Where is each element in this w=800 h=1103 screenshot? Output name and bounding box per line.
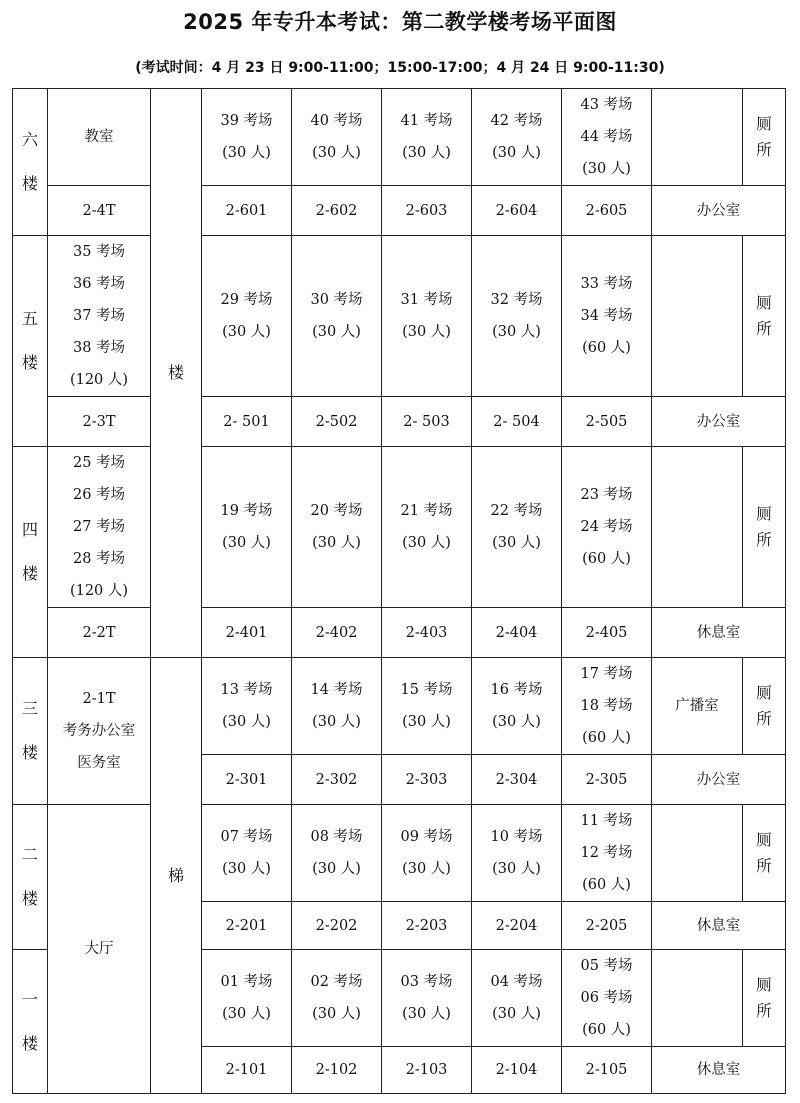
side-room: 休息室 — [652, 902, 786, 950]
exam-room-line: (30 人) — [312, 324, 361, 340]
exam-room-line: 42 考场 — [490, 113, 543, 129]
room-number: 2-601 — [202, 186, 292, 236]
exam-room — [292, 236, 382, 397]
exam-room — [562, 89, 652, 186]
exam-room — [382, 236, 472, 397]
exam-room — [202, 658, 292, 755]
floor-label-line: 楼 — [21, 1033, 38, 1053]
exam-room-line: 29 考场 — [220, 292, 273, 308]
room-number: 2-502 — [292, 397, 382, 447]
exam-room — [382, 447, 472, 608]
left-area-line: 27 考场 — [72, 519, 126, 535]
room-number: 2- 501 — [202, 397, 292, 447]
exam-room-line: (30 人) — [312, 535, 361, 551]
blank-room — [652, 950, 743, 1047]
room-number: 2-603 — [382, 186, 472, 236]
toilet-line: 所 — [756, 1002, 772, 1020]
left-area-line: 38 考场 — [72, 340, 126, 356]
exam-room — [562, 950, 652, 1047]
exam-room-line: (30 人) — [312, 861, 361, 877]
exam-room-line: (60 人) — [582, 877, 631, 893]
floor-row-rooms — [13, 658, 786, 755]
exam-room-line: 07 考场 — [220, 829, 273, 845]
exam-room-line: 10 考场 — [490, 829, 543, 845]
toilet — [743, 658, 786, 755]
exam-room — [562, 805, 652, 902]
exam-room-line: (30 人) — [402, 535, 451, 551]
floor-label-line: 楼 — [21, 564, 38, 583]
floor-row-rooms — [13, 236, 786, 397]
room-number: 2-304 — [472, 755, 562, 805]
room-number: 2-602 — [292, 186, 382, 236]
exam-room — [292, 658, 382, 755]
exam-room — [472, 658, 562, 755]
toilet-line: 厕 — [756, 294, 772, 312]
exam-room-line: 23 考场 — [580, 487, 633, 503]
exam-room — [382, 805, 472, 902]
toilet-line: 所 — [756, 857, 772, 875]
room-number: 2-101 — [202, 1047, 292, 1094]
room-number: 2-201 — [202, 902, 292, 950]
exam-time-subtitle: (考试时间：4 月 23 日 9:00-11:00；15:00-17:00；4 月 24 日 9:00-11:30) — [135, 60, 665, 76]
exam-room-line: (30 人) — [222, 861, 271, 877]
left-area-line: 考务办公室 — [62, 723, 136, 739]
broadcast-room: 广播室 — [652, 658, 743, 755]
floor-row-rooms — [13, 89, 786, 186]
toilet-line: 厕 — [756, 976, 772, 994]
left-area-line: 2-1T — [82, 691, 116, 707]
floor-label-line: 楼 — [21, 743, 38, 762]
room-number: 2- 504 — [472, 397, 562, 447]
toilet — [743, 447, 786, 608]
toilet-line: 厕 — [756, 505, 772, 523]
room-number: 2-202 — [292, 902, 382, 950]
floor-label — [13, 89, 48, 236]
floor-label — [13, 950, 48, 1094]
toilet-line: 所 — [756, 531, 772, 549]
exam-room — [202, 447, 292, 608]
room-number: 2-203 — [382, 902, 472, 950]
exam-room-line: 13 考场 — [220, 682, 273, 698]
exam-room-line: 40 考场 — [310, 113, 363, 129]
side-room: 办公室 — [652, 397, 786, 447]
exam-room — [562, 236, 652, 397]
side-room: 办公室 — [652, 755, 786, 805]
exam-room-line: 08 考场 — [310, 829, 363, 845]
exam-room-line: 02 考场 — [310, 974, 363, 990]
exam-room-line: (60 人) — [582, 1022, 631, 1038]
floor-label — [13, 658, 48, 805]
toilet-line: 厕 — [756, 831, 772, 849]
room-number: 2-302 — [292, 755, 382, 805]
exam-room-line: 14 考场 — [310, 682, 363, 698]
exam-room-line: (30 人) — [222, 535, 271, 551]
exam-room — [292, 805, 382, 902]
stair-top-line: 楼 — [167, 363, 184, 382]
floor-label-line: 一 — [21, 989, 38, 1009]
exam-room — [382, 658, 472, 755]
toilet — [743, 236, 786, 397]
exam-room-line: 22 考场 — [490, 503, 543, 519]
exam-room — [472, 89, 562, 186]
exam-room-line: (30 人) — [492, 861, 541, 877]
room-number: 2-103 — [382, 1047, 472, 1094]
floor-label-line: 四 — [21, 520, 38, 539]
exam-room-line: 34 考场 — [580, 308, 633, 324]
room-number: 2-204 — [472, 902, 562, 950]
lobby — [48, 805, 151, 1094]
exam-room-line: (60 人) — [582, 340, 631, 356]
floor-label-line: 楼 — [21, 889, 38, 908]
toilet-line: 厕 — [756, 115, 772, 133]
exam-room — [472, 236, 562, 397]
room-number: 2-403 — [382, 608, 472, 658]
blank-room — [652, 805, 743, 902]
floor-label-line: 楼 — [21, 174, 38, 193]
room-number: 2-305 — [562, 755, 652, 805]
exam-room — [562, 447, 652, 608]
exam-room-line: 03 考场 — [400, 974, 453, 990]
floor-label — [13, 236, 48, 447]
stair-bottom — [151, 658, 202, 1094]
exam-room-line: (30 人) — [222, 714, 271, 730]
exam-room-line: 21 考场 — [400, 503, 453, 519]
exam-room — [472, 950, 562, 1047]
left-area-number: 2-2T — [48, 608, 151, 658]
exam-room-line: 06 考场 — [580, 990, 633, 1006]
left-area-line: 26 考场 — [72, 487, 126, 503]
toilet — [743, 89, 786, 186]
left-area-line: 35 考场 — [72, 244, 126, 260]
toilet-line: 所 — [756, 320, 772, 338]
left-area-line: 医务室 — [77, 755, 121, 771]
floor-plan-table — [12, 88, 786, 1094]
blank-room — [652, 447, 743, 608]
exam-room — [202, 950, 292, 1047]
exam-room-line: 39 考场 — [220, 113, 273, 129]
left-area — [48, 658, 151, 805]
left-area-line: 28 考场 — [72, 551, 126, 567]
room-number: 2-301 — [202, 755, 292, 805]
exam-room — [382, 950, 472, 1047]
exam-room-line: (30 人) — [222, 1006, 271, 1022]
floor-label-line: 楼 — [21, 353, 38, 372]
exam-room-line: 31 考场 — [400, 292, 453, 308]
exam-room-line: 12 考场 — [580, 845, 633, 861]
exam-room-line: (30 人) — [402, 714, 451, 730]
exam-room-line: (30 人) — [402, 1006, 451, 1022]
blank-room — [652, 236, 743, 397]
exam-room-line: 05 考场 — [580, 958, 633, 974]
stair-bottom-line: 梯 — [167, 865, 184, 885]
left-area — [48, 236, 151, 397]
exam-room-line: 01 考场 — [220, 974, 273, 990]
exam-room-line: 44 考场 — [580, 129, 633, 145]
room-number: 2-303 — [382, 755, 472, 805]
exam-room-line: 43 考场 — [580, 97, 633, 113]
room-number: 2-102 — [292, 1047, 382, 1094]
exam-room-line: (30 人) — [402, 145, 451, 161]
room-number: 2-404 — [472, 608, 562, 658]
exam-room-line: 17 考场 — [580, 666, 633, 682]
lobby-line: 大厅 — [84, 941, 114, 957]
floor-row-room-numbers — [13, 186, 786, 236]
exam-room-line: (30 人) — [402, 324, 451, 340]
room-number: 2-401 — [202, 608, 292, 658]
exam-room-line: 20 考场 — [310, 503, 363, 519]
exam-room-line: (60 人) — [582, 730, 631, 746]
exam-room-line: (30 人) — [312, 1006, 361, 1022]
exam-room — [292, 447, 382, 608]
exam-room — [292, 950, 382, 1047]
exam-room-line: (30 人) — [492, 145, 541, 161]
floor-label-line: 三 — [21, 699, 38, 718]
exam-room-line: 11 考场 — [580, 813, 633, 829]
side-room: 休息室 — [652, 1047, 786, 1094]
left-area-number: 2-3T — [48, 397, 151, 447]
room-number: 2-104 — [472, 1047, 562, 1094]
floor-row-room-numbers — [13, 397, 786, 447]
floor-label — [13, 447, 48, 658]
left-area-line: 教室 — [84, 129, 114, 145]
exam-room-line: (30 人) — [222, 145, 271, 161]
room-number: 2-505 — [562, 397, 652, 447]
exam-room-line: (30 人) — [492, 324, 541, 340]
exam-room-line: (60 人) — [582, 551, 631, 567]
exam-room-line: (30 人) — [492, 714, 541, 730]
room-number: 2-605 — [562, 186, 652, 236]
exam-room-line: 19 考场 — [220, 503, 273, 519]
exam-room-line: 15 考场 — [400, 682, 453, 698]
toilet-line: 厕 — [756, 684, 772, 702]
exam-room-line: (30 人) — [222, 324, 271, 340]
floor-row-rooms — [13, 805, 786, 902]
exam-room — [292, 89, 382, 186]
page-title: 2025 年专升本考试：第二教学楼考场平面图 — [183, 10, 617, 34]
side-room: 休息室 — [652, 608, 786, 658]
exam-room-line: 18 考场 — [580, 698, 633, 714]
exam-room — [562, 658, 652, 755]
floor-label — [13, 805, 48, 950]
exam-room — [202, 805, 292, 902]
left-area — [48, 447, 151, 608]
left-area-line: 25 考场 — [72, 455, 126, 471]
left-area-line: (120 人) — [69, 583, 129, 599]
floor-label-line: 五 — [21, 309, 38, 328]
exam-room-line: 32 考场 — [490, 292, 543, 308]
exam-room-line: (30 人) — [492, 535, 541, 551]
left-area-line: (120 人) — [69, 372, 129, 388]
toilet — [743, 805, 786, 902]
left-area — [48, 89, 151, 186]
toilet-line: 所 — [756, 141, 772, 159]
floor-row-rooms — [13, 447, 786, 608]
exam-room-line: 33 考场 — [580, 276, 633, 292]
toilet — [743, 950, 786, 1047]
exam-room-line: 16 考场 — [490, 682, 543, 698]
exam-room-line: (30 人) — [582, 161, 631, 177]
exam-room-line: 04 考场 — [490, 974, 543, 990]
floor-row-room-numbers — [13, 608, 786, 658]
room-number: 2- 503 — [382, 397, 472, 447]
exam-room-line: (30 人) — [312, 145, 361, 161]
exam-room-line: (30 人) — [312, 714, 361, 730]
exam-room-line: (30 人) — [492, 1006, 541, 1022]
exam-room-line: 30 考场 — [310, 292, 363, 308]
stair-top — [151, 89, 202, 658]
blank-room — [652, 89, 743, 186]
room-number: 2-205 — [562, 902, 652, 950]
exam-room-line: 24 考场 — [580, 519, 633, 535]
room-number: 2-405 — [562, 608, 652, 658]
side-room: 办公室 — [652, 186, 786, 236]
exam-room — [202, 89, 292, 186]
room-number: 2-105 — [562, 1047, 652, 1094]
exam-room-line: 09 考场 — [400, 829, 453, 845]
floor-label-line: 六 — [21, 130, 38, 149]
left-area-line: 37 考场 — [72, 308, 126, 324]
exam-room — [382, 89, 472, 186]
room-number: 2-402 — [292, 608, 382, 658]
left-area-number: 2-4T — [48, 186, 151, 236]
exam-room-line: 41 考场 — [400, 113, 453, 129]
floor-label-line: 二 — [21, 845, 38, 864]
exam-room — [472, 447, 562, 608]
exam-room — [472, 805, 562, 902]
exam-room — [202, 236, 292, 397]
room-number: 2-604 — [472, 186, 562, 236]
exam-room-line: (30 人) — [402, 861, 451, 877]
left-area-line: 36 考场 — [72, 276, 126, 292]
toilet-line: 所 — [756, 710, 772, 728]
